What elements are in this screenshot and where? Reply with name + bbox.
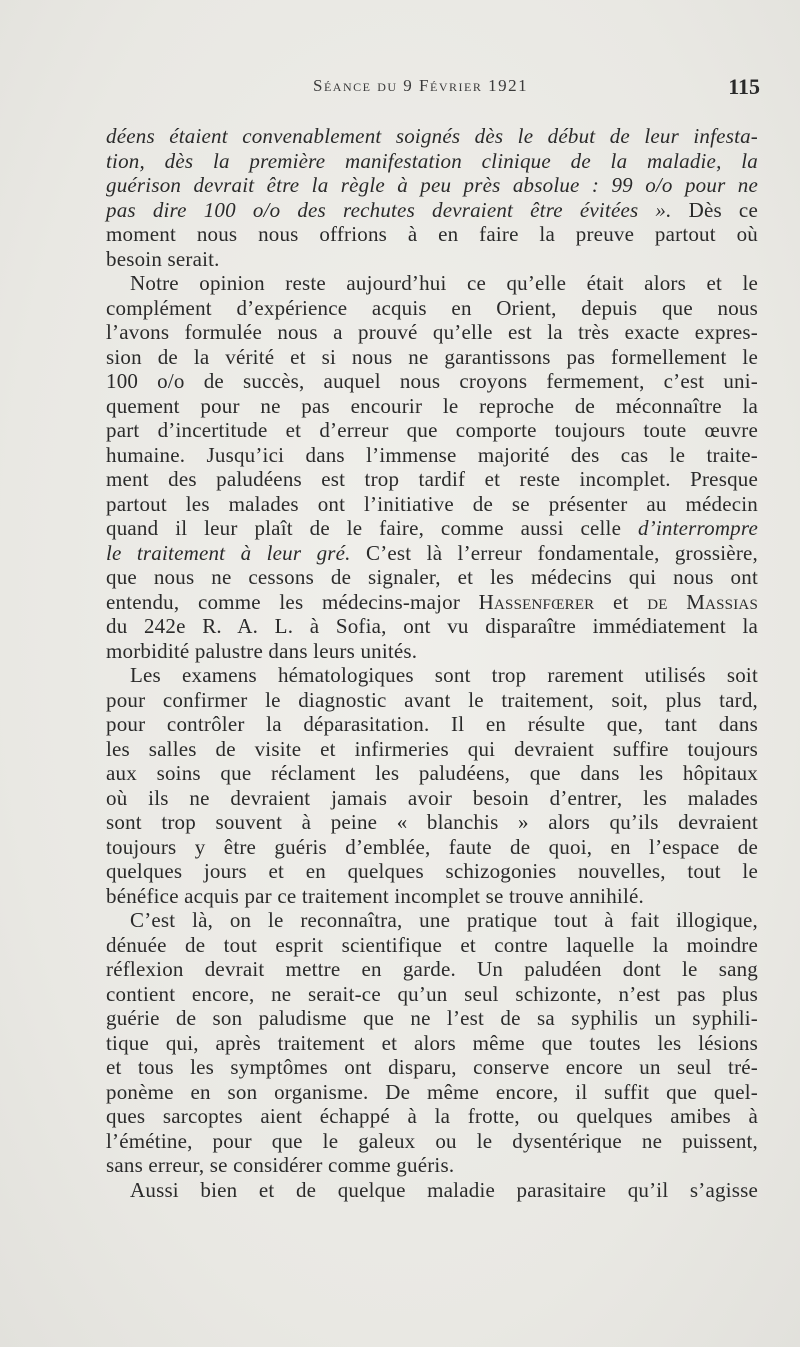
text-line <box>106 222 758 247</box>
text-line <box>106 982 758 1007</box>
text-segment: les salles de visite et infirmeries qui devraient suffire toujours <box>106 736 758 761</box>
text-segment: sans erreur, se considérer comme guéris. <box>106 1153 455 1177</box>
text-segment: d’interrompre <box>637 516 758 540</box>
text-segment: quand il leur plaît de le faire, comme aussi celle <box>106 516 638 540</box>
text-segment: de Massias <box>647 589 758 614</box>
text-segment: Notre opinion reste aujourd’hui ce qu’elle était alors et le <box>130 271 758 295</box>
text-line <box>106 688 758 713</box>
text-segment: pour contrôler la déparasitation. Il en résulte que, tant dans <box>106 712 758 736</box>
text-line <box>106 761 758 786</box>
text-line <box>106 639 758 664</box>
text-line <box>106 198 758 223</box>
text-line <box>106 1129 758 1154</box>
text-line <box>106 247 758 272</box>
text-segment: guérie de son paludisme que ne l’est de sa syphilis un syphili- <box>106 1006 758 1030</box>
text-line <box>106 663 758 688</box>
text-segment: complément d’expérience acquis en Orient, depuis que nous <box>106 295 758 320</box>
text-line <box>106 1080 758 1105</box>
text-segment: le traitement à leur gré. <box>106 540 366 565</box>
text-segment: entendu, comme les médecins-major <box>106 589 479 614</box>
text-line <box>106 296 758 321</box>
text-line <box>106 565 758 590</box>
text-segment: où ils ne devraient jamais avoir besoin d’entrer, les malades <box>106 785 758 810</box>
text-line <box>106 1104 758 1129</box>
text-segment: sont trop souvent à peine « blanchis » alors qu’ils devraient <box>106 810 758 834</box>
text-segment: Aussi bien et de quelque maladie parasitaire qu’il s’agisse <box>130 1177 758 1202</box>
text-segment: humaine. Jusqu’ici dans l’immense majorité des cas le traite- <box>106 442 758 467</box>
running-head: Séance du 9 Février 1921 <box>313 76 529 95</box>
text-line <box>106 492 758 517</box>
text-line <box>106 271 758 296</box>
text-segment: C’est là, on le reconnaîtra, une pratique tout à fait illogique, <box>130 908 758 932</box>
text-line <box>106 810 758 835</box>
text-line <box>106 320 758 345</box>
text-line <box>106 1153 758 1178</box>
page-header <box>108 76 760 106</box>
text-segment: l’émétine, pour que le galeux ou le dysentérique ne puissent, <box>106 1128 758 1153</box>
text-segment: 100 o/o de succès, auquel nous croyons fermement, c’est uni- <box>106 369 758 393</box>
text-line <box>106 1178 758 1203</box>
text-segment: moment nous nous offrions à en faire la preuve partout où <box>106 222 758 246</box>
text-line <box>106 957 758 982</box>
text-line <box>106 443 758 468</box>
text-segment: part d’incertitude et d’erreur que comporte toujours toute œuvre <box>106 418 758 442</box>
text-line <box>106 467 758 492</box>
text-line <box>106 835 758 860</box>
text-line <box>106 418 758 443</box>
text-line <box>106 1055 758 1080</box>
text-line <box>106 124 758 149</box>
text-line <box>106 345 758 370</box>
text-segment: aux soins que réclament les paludéens, que dans les hôpitaux <box>106 761 758 785</box>
text-line <box>106 1006 758 1031</box>
text-line <box>106 394 758 419</box>
text-segment: tique qui, après traitement et alors même que toutes les lésions <box>106 1030 758 1055</box>
text-line <box>106 859 758 884</box>
text-line <box>106 933 758 958</box>
text-segment: que nous ne cessons de signaler, et les médecins qui nous ont <box>106 565 758 589</box>
text-segment: ques sarcoptes aient échappé à la frotte, ou quelques amibes à <box>106 1104 758 1128</box>
text-line <box>106 516 758 541</box>
text-line <box>106 173 758 198</box>
text-line <box>106 541 758 566</box>
text-segment: tion, dès la première manifestation clinique de la maladie, la <box>106 148 758 173</box>
text-segment: l’avons formulée nous a prouvé qu’elle est la très exacte expres- <box>106 320 758 344</box>
text-segment: pas dire 100 o/o des rechutes devraient être évitées ». <box>106 197 689 222</box>
text-segment: guérison devrait être la règle à peu près absolue : 99 o/o pour ne <box>106 173 758 197</box>
text-segment: contient encore, ne serait-ce qu’un seul schizonte, n’est pas plus <box>106 981 758 1006</box>
text-line <box>106 590 758 615</box>
body-text <box>106 124 758 1202</box>
text-segment: quelques jours et en quelques schizogonies nouvelles, tout le <box>106 859 758 883</box>
text-line <box>106 712 758 737</box>
text-segment: pour confirmer le diagnostic avant le traitement, soit, plus tard, <box>106 687 758 712</box>
text-segment: morbidité palustre dans leurs unités. <box>106 638 418 663</box>
text-segment: et tous les symptômes ont disparu, conserve encore un seul tré- <box>106 1055 758 1079</box>
text-segment: déens étaient convenablement soignés dès le début de leur infesta- <box>106 124 758 148</box>
text-segment: toujours y être guéris d’emblée, faute de quoi, en l’espace de <box>106 834 758 859</box>
text-segment: dénuée de tout esprit scientifique et contre laquelle la moindre <box>106 932 758 957</box>
text-segment: ponème en son organisme. De même encore, il suffit que quel- <box>106 1079 758 1104</box>
text-line <box>106 149 758 174</box>
text-line <box>106 1031 758 1056</box>
text-segment: Les examens hématologiques sont trop rarement utilisés soit <box>130 663 758 687</box>
text-segment: du 242e R. A. L. à Sofia, ont vu disparaître immédiatement la <box>106 614 758 638</box>
text-segment: réflexion devrait mettre en garde. Un paludéen dont le sang <box>106 957 758 981</box>
text-segment: Hassenfœrer <box>478 589 595 614</box>
text-segment: bénéfice acquis par ce traitement incomplet se trouve annihilé. <box>106 883 644 908</box>
text-segment: ment des paludéens est trop tardif et reste incomplet. Presque <box>106 467 758 491</box>
page-number: 115 <box>728 74 760 99</box>
text-line <box>106 369 758 394</box>
text-segment: et <box>594 589 648 614</box>
text-segment: Dès ce <box>688 197 758 222</box>
text-line <box>106 614 758 639</box>
text-segment: besoin serait. <box>106 246 220 271</box>
text-line <box>106 884 758 909</box>
text-segment: sion de la vérité et si nous ne garantissons pas formellement le <box>106 344 758 369</box>
text-segment: partout les malades ont l’initiative de se présenter au médecin <box>106 491 758 516</box>
text-segment: C’est là l’erreur fondamentale, grossière, <box>365 540 758 565</box>
text-segment: quement pour ne pas encourir le reproche de méconnaître la <box>106 393 758 418</box>
text-line <box>106 737 758 762</box>
text-line <box>106 786 758 811</box>
text-line <box>106 908 758 933</box>
